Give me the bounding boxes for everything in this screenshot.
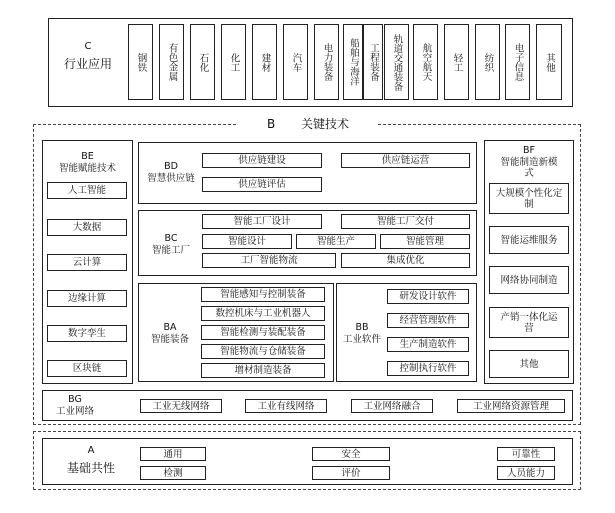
section-be-code: BE [81, 151, 94, 162]
section-a-code: A [87, 445, 95, 456]
c-item-chemical: 化工 [221, 24, 246, 100]
bc-item-smart-management: 智能管理 [380, 234, 470, 249]
bg-item-network-convergence: 工业网络融合 [351, 399, 433, 413]
section-bb-code: BB [355, 322, 369, 333]
section-bf-code: BF [523, 145, 535, 156]
c-item-steel: 钢铁 [128, 24, 153, 100]
bc-item-factory-delivery: 智能工厂交付 [341, 214, 470, 229]
section-bd-smart-supply-chain [138, 142, 477, 204]
be-item-cloud-computing: 云计算 [47, 254, 127, 271]
c-item-other: 其他 [536, 24, 562, 100]
be-item-edge-computing: 边缘计算 [47, 290, 127, 307]
section-a-inner-box [42, 438, 573, 485]
section-b-code: B [267, 117, 276, 131]
be-item-digital-twin: 数字孪生 [47, 325, 127, 342]
bf-item-smart-om-service: 智能运维服务 [489, 226, 569, 254]
bg-item-network-resource-mgmt: 工业网络资源管理 [457, 399, 565, 413]
section-bf-new-modes [484, 140, 574, 384]
section-c-title: 行业应用 [63, 57, 112, 71]
bf-item-other: 其他 [489, 350, 569, 378]
section-a-title: 基础共性 [66, 461, 115, 475]
bb-item-control-execution-software: 控制执行软件 [387, 361, 469, 376]
ba-item-cnc-robot: 数控机床与工业机器人 [201, 306, 325, 321]
section-ba-code: BA [163, 322, 177, 333]
bb-item-business-mgmt-software: 经营管理软件 [387, 313, 469, 328]
c-item-petrochemical: 石化 [190, 24, 215, 100]
section-bc-title: 智能工厂 [151, 245, 190, 256]
a-item-reliability: 可靠性 [497, 447, 555, 461]
a-item-evaluation: 评价 [312, 466, 390, 480]
ba-item-additive-manufacturing: 增材制造装备 [201, 363, 325, 378]
section-bd-code: BD [164, 161, 178, 172]
be-item-blockchain: 区块链 [47, 360, 127, 377]
bf-item-network-collaborative: 网络协同制造 [489, 266, 569, 294]
section-b-header [238, 117, 378, 131]
bd-item-supply-chain-operation: 供应链运营 [341, 153, 470, 168]
c-item-aerospace: 航空航天 [413, 24, 438, 100]
a-item-general: 通用 [140, 447, 206, 461]
ba-item-sensing-control: 智能感知与控制装备 [201, 287, 325, 302]
bb-item-rd-design-software: 研发设计软件 [387, 289, 469, 304]
section-bg-code: BG [68, 394, 82, 405]
bg-item-wired-network: 工业有线网络 [245, 399, 327, 413]
section-bg-title: 工业网络 [55, 406, 94, 417]
c-item-nonferrous: 有色金属 [159, 24, 184, 100]
a-item-personnel-capability: 人员能力 [497, 466, 555, 480]
c-item-electronic-info: 电子信息 [505, 24, 530, 100]
c-item-engineering-equipment: 工程装备 [363, 24, 383, 100]
bc-item-integration-optimization: 集成优化 [341, 253, 470, 268]
c-item-textile: 纺织 [475, 24, 500, 100]
a-item-safety: 安全 [312, 447, 390, 461]
a-item-testing: 检测 [140, 466, 206, 480]
section-bc-code: BC [164, 233, 178, 244]
be-item-big-data: 大数据 [47, 219, 127, 236]
bc-item-smart-design: 智能设计 [202, 234, 292, 249]
section-bb-title: 工业软件 [342, 334, 381, 345]
bd-item-supply-chain-assessment: 供应链评估 [202, 177, 322, 192]
c-item-ship-ocean: 船舶与海洋 [343, 24, 363, 100]
c-item-automobile: 汽车 [283, 24, 308, 100]
c-item-light-industry: 轻工 [444, 24, 469, 100]
section-bd-title: 智慧供应链 [147, 173, 195, 184]
c-item-building-materials: 建材 [252, 24, 277, 100]
section-b-title: 关键技术 [300, 117, 349, 131]
section-ba-title: 智能装备 [150, 334, 189, 345]
bc-item-factory-design: 智能工厂设计 [202, 214, 322, 229]
bf-item-mass-customization: 大规模个性化定制 [489, 183, 569, 214]
ba-item-logistics-warehouse: 智能物流与仓储装备 [201, 344, 325, 359]
bf-item-production-sales-integration: 产销一体化运营 [489, 307, 569, 338]
c-item-power-equipment: 电力装备 [314, 24, 339, 100]
ba-item-inspection-assembly: 智能检测与装配装备 [201, 325, 325, 340]
section-c-code: C [84, 41, 92, 52]
section-be-title: 智能赋能技术 [58, 163, 116, 174]
bb-item-production-software: 生产制造软件 [387, 337, 469, 352]
bd-item-supply-chain-build: 供应链建设 [202, 153, 322, 168]
bc-item-smart-production: 智能生产 [296, 234, 376, 249]
bc-item-factory-logistics: 工厂智能物流 [202, 253, 336, 268]
bg-item-wireless-network: 工业无线网络 [140, 399, 222, 413]
be-item-ai: 人工智能 [47, 182, 127, 199]
section-bf-title: 智能制造新模式 [500, 157, 558, 179]
c-item-rail-transit-equipment: 轨道交通装备 [384, 24, 409, 100]
